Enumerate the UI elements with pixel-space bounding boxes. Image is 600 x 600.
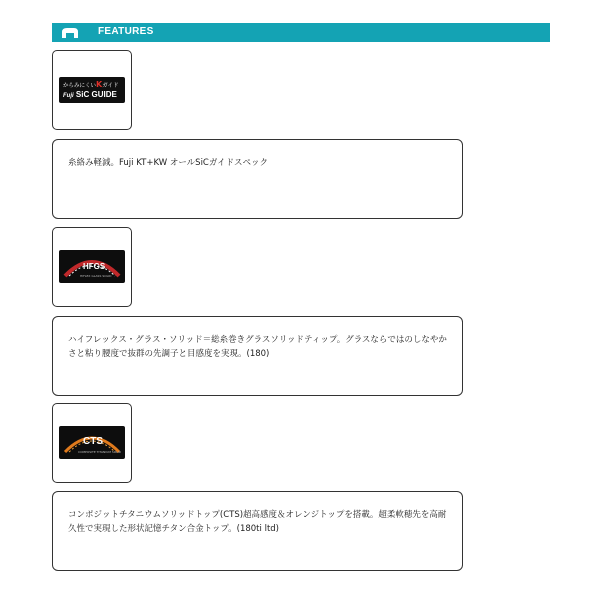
a-logo-icon	[52, 23, 88, 42]
feature-description-box	[52, 139, 463, 219]
feature-description-box	[52, 491, 463, 571]
cts-badge-label: CTS	[83, 436, 103, 447]
feature-description-box	[52, 316, 463, 396]
sic-guide-badge	[59, 77, 125, 103]
feature-description: 糸絡み軽減。Fuji KT+KW オールSiCガイドスペック	[68, 158, 269, 168]
hfgs-badge-label: HFGS	[83, 262, 106, 271]
sic-badge-bottom-line: Fuji SiC GUIDE	[63, 90, 117, 99]
hfgs-badge-frame	[52, 227, 132, 307]
hfgs-badge	[59, 250, 125, 283]
cts-badge-frame	[52, 403, 132, 483]
sic-guide-badge-frame	[52, 50, 132, 130]
feature-description: コンポジットチタニウムソリッドトップ(CTS)超高感度＆オレンジトップを搭載。超柔軟穂先を高耐久性で実現した形状記憶チタン合金トップ。(180ti ltd)	[68, 510, 447, 534]
cts-badge-sub: COMPOSITE TITANIUM SOLID	[78, 450, 122, 454]
sic-badge-top-line: からみにくいKガイド	[63, 80, 119, 89]
hfgs-badge-sub: HIFLEX GLASS SOLID	[80, 274, 112, 278]
features-header	[52, 23, 550, 42]
section-title: FEATURES	[98, 26, 154, 37]
feature-description: ハイフレックス・グラス・ソリッド＝総糸巻きグラスソリッドティップ。グラスならではのしなやかさと粘り腰度で抜群の先調子と目感度を実現。(180)	[68, 335, 447, 359]
cts-badge	[59, 426, 125, 459]
